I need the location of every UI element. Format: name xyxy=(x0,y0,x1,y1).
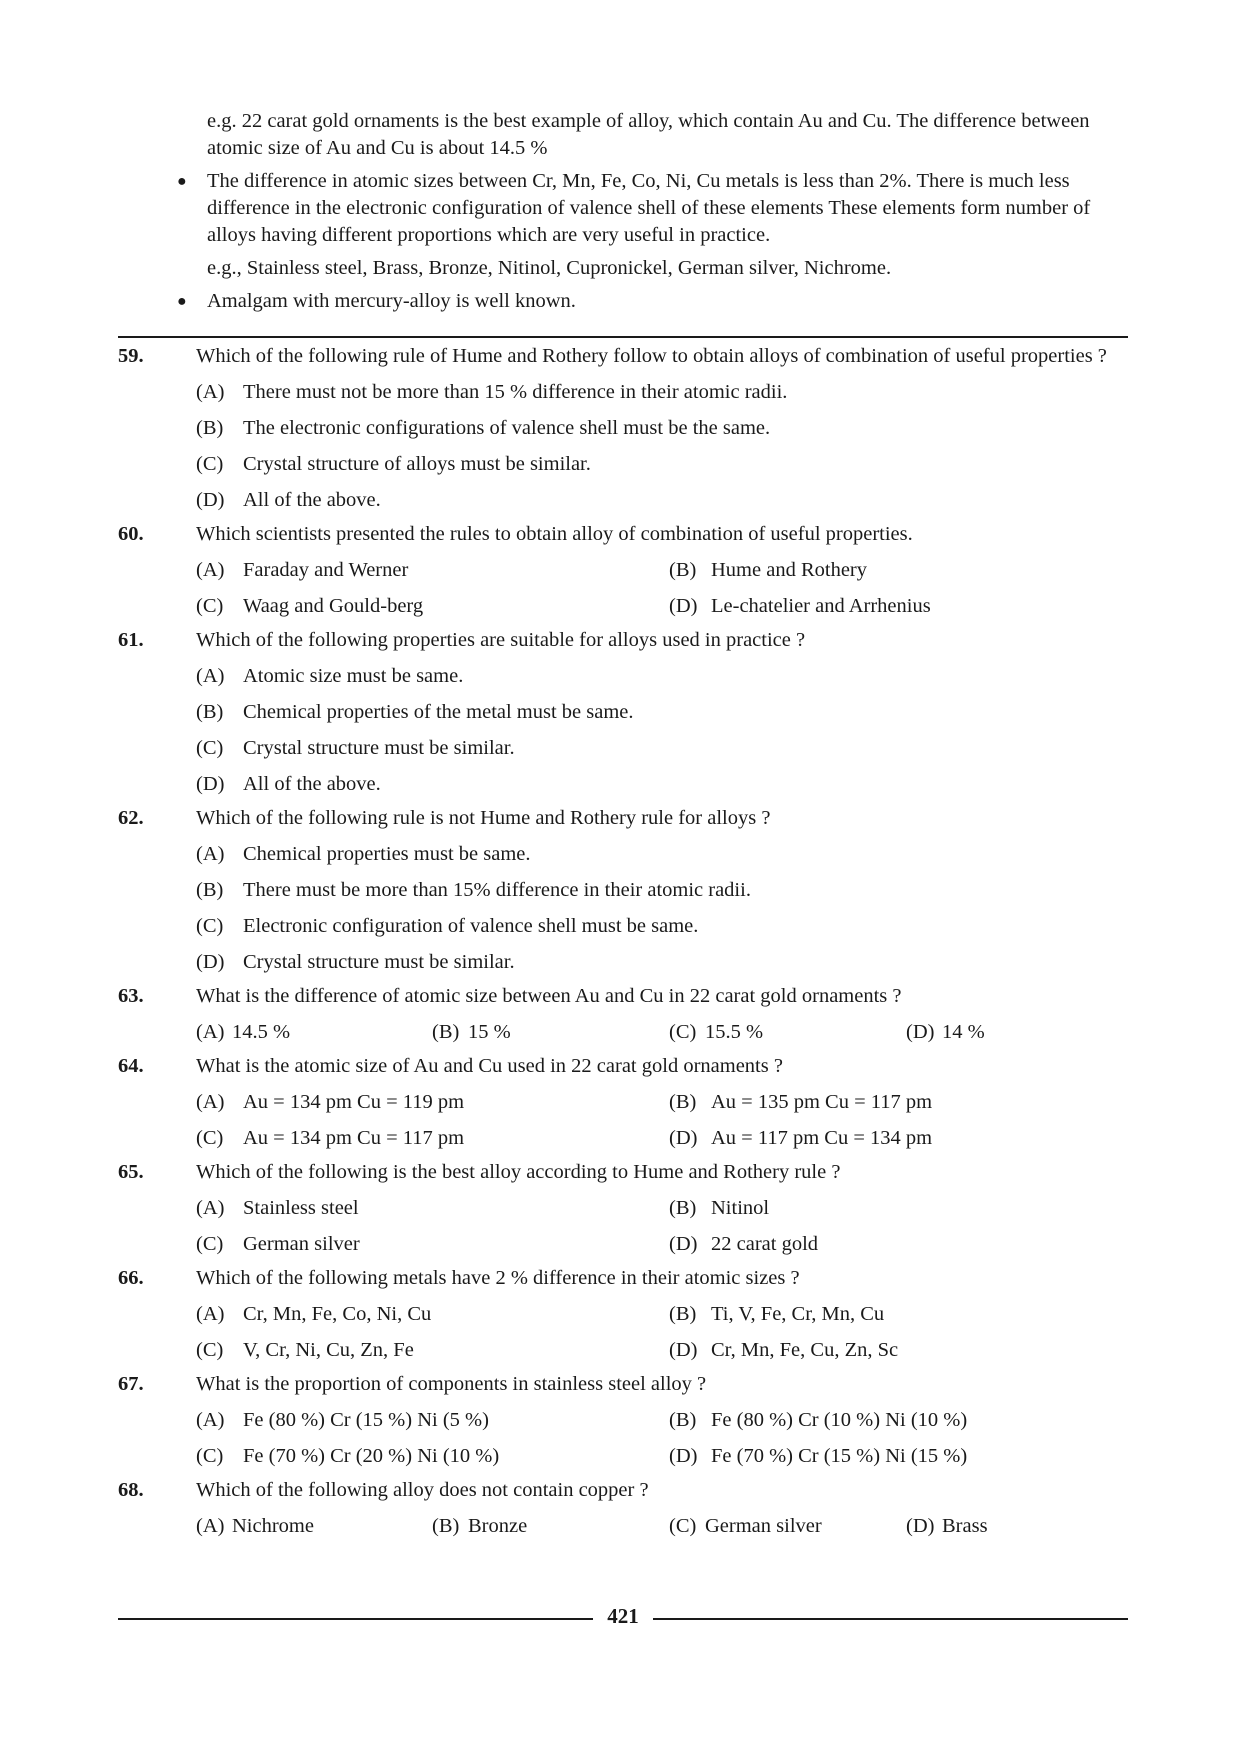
question-list xyxy=(118,343,1128,1540)
option-d: (D) All of the above. xyxy=(196,489,381,511)
option-b: (B) Au = 135 pm Cu = 117 pm xyxy=(669,1091,933,1113)
option-d: (D) Brass xyxy=(906,1515,988,1537)
option-a: (A) Fe (80 %) Cr (15 %) Ni (5 %) xyxy=(196,1409,489,1431)
option-a: (A) 14.5 % xyxy=(196,1021,291,1043)
question-text: Which of the following properties are suitable for alloys used in practice ? xyxy=(196,629,806,651)
option-a: (A) Au = 134 pm Cu = 119 pm xyxy=(196,1091,465,1113)
example-alloys-text: e.g., Stainless steel, Brass, Bronze, Nitinol, Cupronickel, German silver, Nichrome. xyxy=(207,257,892,279)
bullet-icon: ● xyxy=(177,293,187,310)
question-68 xyxy=(118,1477,1128,1540)
question-number: 67. xyxy=(118,1373,144,1395)
option-a: (A) There must not be more than 15 % difference in their atomic radii. xyxy=(196,381,788,403)
option-b: (B) There must be more than 15% difference in their atomic radii. xyxy=(196,879,751,901)
bullet-text: Amalgam with mercury-alloy is well known. xyxy=(207,290,576,312)
option-b: (B) Fe (80 %) Cr (10 %) Ni (10 %) xyxy=(669,1409,968,1431)
bullet-item-amalgam xyxy=(177,288,1128,315)
option-d: (D) Crystal structure must be similar. xyxy=(196,951,515,973)
question-number: 64. xyxy=(118,1055,144,1077)
option-c: (C) Electronic configuration of valence shell must be same. xyxy=(196,915,699,937)
option-d: (D) Cr, Mn, Fe, Cu, Zn, Sc xyxy=(669,1339,899,1361)
question-number: 59. xyxy=(118,345,144,367)
option-d: (D) Fe (70 %) Cr (15 %) Ni (15 %) xyxy=(669,1445,968,1467)
option-a: (A) Chemical properties must be same. xyxy=(196,843,531,865)
option-b: (B) The electronic configurations of valence shell must be the same. xyxy=(196,417,771,439)
question-text: Which of the following rule is not Hume and Rothery rule for alloys ? xyxy=(196,807,771,829)
option-d: (D) Le-chatelier and Arrhenius xyxy=(669,595,931,617)
option-b: (B) Bronze xyxy=(432,1515,528,1537)
page-footer xyxy=(118,1603,1128,1633)
question-65 xyxy=(118,1159,1128,1258)
question-text: Which of the following alloy does not contain copper ? xyxy=(196,1479,649,1501)
section-divider xyxy=(118,336,1128,338)
question-text: What is the atomic size of Au and Cu used in 22 carat gold ornaments ? xyxy=(196,1055,783,1077)
option-b: (B) 15 % xyxy=(432,1021,511,1043)
question-61 xyxy=(118,627,1128,798)
option-c: (C) German silver xyxy=(669,1515,822,1537)
option-c: (C) 15.5 % xyxy=(669,1021,764,1043)
question-text: Which of the following rule of Hume and Rothery follow to obtain alloys of combination of useful properties ? xyxy=(196,345,1107,367)
option-c: (C) Au = 134 pm Cu = 117 pm xyxy=(196,1127,465,1149)
option-a: (A) Atomic size must be same. xyxy=(196,665,464,687)
option-b: (B) Hume and Rothery xyxy=(669,559,867,581)
question-59 xyxy=(118,343,1128,514)
question-text: Which of the following is the best alloy according to Hume and Rothery rule ? xyxy=(196,1161,841,1183)
question-number: 63. xyxy=(118,985,144,1007)
option-a: (A) Cr, Mn, Fe, Co, Ni, Cu xyxy=(196,1303,432,1325)
option-d: (D) All of the above. xyxy=(196,773,381,795)
bullet-icon: ● xyxy=(177,173,187,190)
footer-rule-left xyxy=(118,1618,593,1620)
question-60 xyxy=(118,521,1128,620)
question-66 xyxy=(118,1265,1128,1364)
footer-rule-right xyxy=(653,1618,1128,1620)
option-b: (B) Chemical properties of the metal must be same. xyxy=(196,701,634,723)
question-67 xyxy=(118,1371,1128,1470)
page-number: 421 xyxy=(607,1604,639,1628)
option-c: (C) V, Cr, Ni, Cu, Zn, Fe xyxy=(196,1339,414,1361)
option-a: (A) Nichrome xyxy=(196,1515,314,1537)
question-text: What is the proportion of components in stainless steel alloy ? xyxy=(196,1373,707,1395)
intro-section xyxy=(177,108,1128,315)
question-63 xyxy=(118,983,1128,1046)
option-a: (A) Stainless steel xyxy=(196,1197,359,1219)
question-text: Which scientists presented the rules to obtain alloy of combination of useful properties. xyxy=(196,523,913,545)
option-c: (C) Fe (70 %) Cr (20 %) Ni (10 %) xyxy=(196,1445,500,1467)
option-b: (B) Ti, V, Fe, Cr, Mn, Cu xyxy=(669,1303,885,1325)
question-number: 65. xyxy=(118,1161,144,1183)
example-gold-text: e.g. 22 carat gold ornaments is the best example of alloy, which contain Au and Cu. The difference between atomic size of Au and Cu is about 14.5 % xyxy=(207,110,1090,159)
option-a: (A) Faraday and Werner xyxy=(196,559,409,581)
question-number: 66. xyxy=(118,1267,144,1289)
option-d: (D) Au = 117 pm Cu = 134 pm xyxy=(669,1127,933,1149)
bullet-item-atomic-sizes xyxy=(177,168,1128,249)
option-d: (D) 22 carat gold xyxy=(669,1233,819,1255)
question-number: 68. xyxy=(118,1479,144,1501)
option-c: (C) Crystal structure of alloys must be similar. xyxy=(196,453,591,475)
question-64 xyxy=(118,1053,1128,1152)
option-b: (B) Nitinol xyxy=(669,1197,770,1219)
question-text: Which of the following metals have 2 % difference in their atomic sizes ? xyxy=(196,1267,800,1289)
option-c: (C) Waag and Gould-berg xyxy=(196,595,424,617)
question-62 xyxy=(118,805,1128,976)
question-number: 62. xyxy=(118,807,144,829)
question-number: 60. xyxy=(118,523,144,545)
option-c: (C) Crystal structure must be similar. xyxy=(196,737,515,759)
bullet-text: The difference in atomic sizes between Cr, Mn, Fe, Co, Ni, Cu metals is less than 2%. There is much less difference in the electronic configuration of valence shell of these elements These elements form number of alloys having different proportions which are very useful in practice. xyxy=(207,170,1091,246)
option-c: (C) German silver xyxy=(196,1233,360,1255)
question-number: 61. xyxy=(118,629,144,651)
option-d: (D) 14 % xyxy=(906,1021,985,1043)
question-text: What is the difference of atomic size between Au and Cu in 22 carat gold ornaments ? xyxy=(196,985,902,1007)
